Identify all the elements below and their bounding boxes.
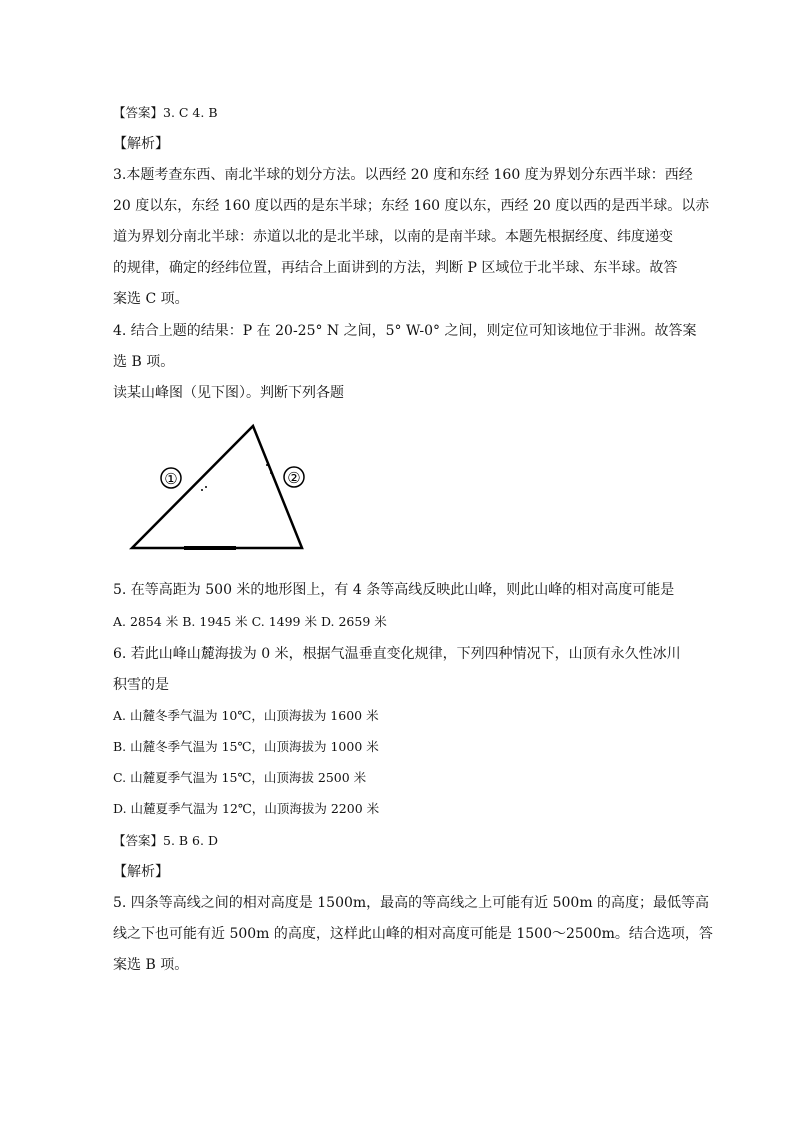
mountain-triangle [132, 426, 302, 548]
slope-label-1: ① [164, 470, 178, 488]
q5-options: A. 2854 米 B. 1945 米 C. 1499 米 D. 2659 米 [113, 614, 387, 629]
expl3-line: 案选 C 项。 [113, 291, 189, 307]
tick-mark [205, 486, 207, 488]
mountain-peak-figure [124, 420, 314, 560]
expl5-line: 5. 四条等高线之间的相对高度是 1500m，最高的等高线之上可能有近 500m 的高度；最低等高 [113, 895, 710, 911]
expl4-line: 选 B 项。 [113, 354, 175, 370]
answer-line-2: 【答案】5. B 6. D [113, 833, 218, 848]
analysis-heading-1: 【解析】 [113, 136, 169, 152]
expl5-line: 案选 B 项。 [113, 957, 189, 973]
expl4-line: 4. 结合上题的结果：P 在 20-25° N 之间，5° W-0° 之间，则定位可知该地位于非洲。故答案 [113, 323, 697, 339]
analysis-heading-2: 【解析】 [113, 864, 169, 880]
q6-option: D. 山麓夏季气温为 12℃，山顶海拔为 2200 米 [113, 801, 380, 816]
q6-stem-line: 6. 若此山峰山麓海拔为 0 米，根据气温垂直变化规律，下列四种情况下，山顶有永久性冰川 [113, 646, 681, 662]
expl3-line: 20 度以东，东经 160 度以西的是东半球；东经 160 度以东，西经 20 度以西的是西半球。以赤 [113, 198, 710, 214]
q6-option: B. 山麓冬季气温为 15℃，山顶海拔为 1000 米 [113, 739, 379, 754]
q6-stem-line: 积雪的是 [113, 677, 169, 693]
expl5-line: 线之下也可能有近 500m 的高度，这样此山峰的相对高度可能是 1500～2500m。结合选项，答 [113, 926, 713, 942]
expl3-line: 的规律，确定的经纬位置，再结合上面讲到的方法，判断 P 区域位于北半球、东半球。故答 [113, 260, 678, 276]
q6-option: A. 山麓冬季气温为 10℃，山顶海拔为 1600 米 [113, 708, 379, 723]
tick-mark [270, 472, 272, 474]
slope-label-2: ② [287, 469, 301, 487]
expl3-line: 道为界划分南北半球：赤道以北的是北半球，以南的是南半球。本题先根据经度、纬度递变 [113, 229, 673, 245]
expl3-line: 3.本题考查东西、南北半球的划分方法。以西经 20 度和东经 160 度为界划分东西半球：西经 [113, 167, 693, 183]
tick-mark [201, 489, 203, 491]
answer-line-1: 【答案】3. C 4. B [113, 105, 218, 120]
q6-option: C. 山麓夏季气温为 15℃，山顶海拔 2500 米 [113, 770, 367, 785]
figure-intro: 读某山峰图（见下图）。判断下列各题 [113, 385, 344, 401]
tick-mark [266, 464, 268, 466]
q5-stem: 5. 在等高距为 500 米的地形图上，有 4 条等高线反映此山峰，则此山峰的相对高度可能是 [113, 582, 675, 598]
